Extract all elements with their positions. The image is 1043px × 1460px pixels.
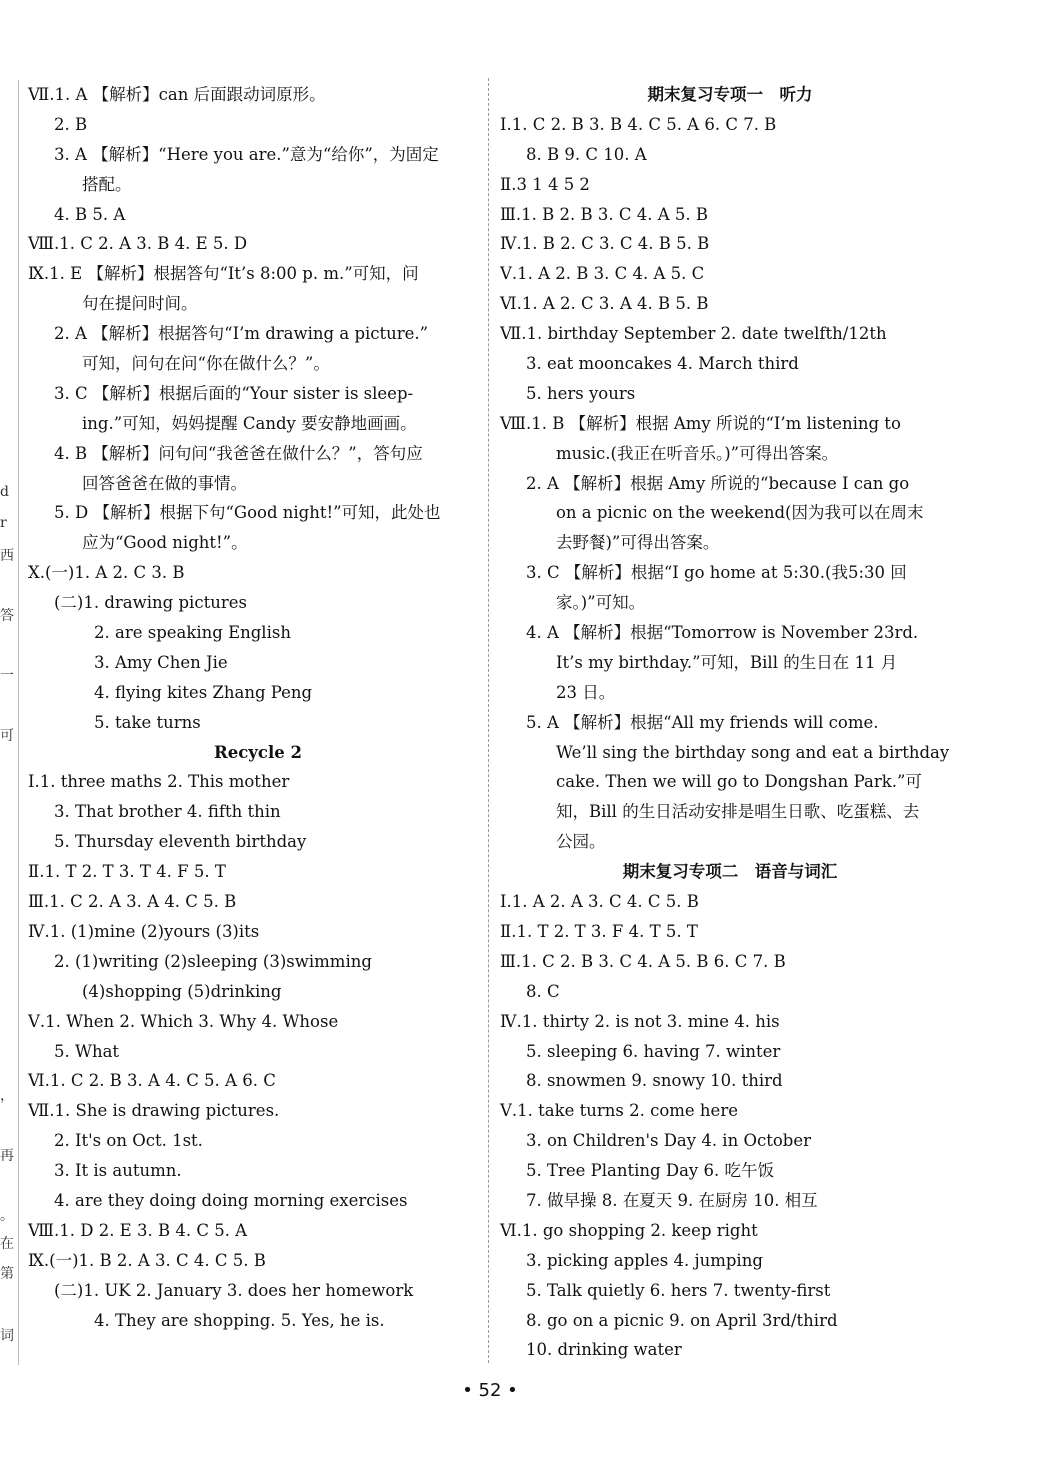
answer-line: 5. Tree Planting Day 6. 吃午饭 [526, 1161, 774, 1181]
answer-line: 3. eat mooncakes 4. March third [526, 354, 799, 374]
answer-line: ing.”可知，妈妈提醒 Candy 要安静地画画。 [82, 413, 417, 433]
answer-line: 3. A 【解析】“Here you are.”意为“给你”，为固定 [54, 144, 439, 164]
answer-line: 23 日。 [556, 682, 616, 702]
answer-line: 8. C [526, 981, 560, 1001]
answer-line: 2. B [54, 114, 88, 134]
answer-line: 2. (1)writing (2)sleeping (3)swimming [54, 951, 372, 971]
answer-line: 2. It's on Oct. 1st. [54, 1131, 203, 1151]
answer-line: Ⅷ.1. C 2. A 3. B 4. E 5. D [28, 234, 248, 254]
answer-line: 句在提问时间。 [82, 294, 198, 314]
edge-fragment: 一 [0, 668, 14, 684]
left-edge-fragments [0, 0, 12, 1460]
section-heading: 期末复习专项一 听力 [647, 85, 813, 104]
answer-line: Ⅶ.1. A 【解析】can 后面跟动词原形。 [28, 85, 326, 104]
answer-line: Ⅵ.1. A 2. C 3. A 4. B 5. B [500, 294, 709, 314]
answer-line: 回答爸爸在做的事情。 [82, 473, 247, 493]
answer-line: Ⅱ.1. T 2. T 3. T 4. F 5. T [28, 862, 226, 882]
answer-line: 家。)”可知。 [556, 593, 646, 613]
edge-fragment: 在 [0, 1236, 14, 1252]
answer-line: 3. picking apples 4. jumping [526, 1250, 763, 1270]
answer-line: Ⅴ.1. take turns 2. come here [500, 1101, 738, 1121]
answer-line: 5. hers yours [526, 383, 636, 403]
answer-line: 5. What [54, 1041, 120, 1061]
answer-line: 3. It is autumn. [54, 1161, 182, 1181]
answer-line: Ⅳ.1. (1)mine (2)yours (3)its [28, 921, 260, 941]
answer-line: Ⅰ.1. C 2. B 3. B 4. C 5. A 6. C 7. B [500, 114, 777, 134]
answer-line: 7. 做早操 8. 在夏天 9. 在厨房 10. 相互 [526, 1190, 818, 1210]
left-answer-column [28, 80, 488, 1335]
answer-line: Ⅲ.1. C 2. A 3. A 4. C 5. B [28, 892, 237, 912]
answer-line: 搭配。 [82, 174, 132, 194]
answer-line: 2. A 【解析】根据答句“I’m drawing a picture.” [54, 324, 429, 344]
answer-line: 4. B 5. A [54, 204, 126, 224]
answer-line: 8. B 9. C 10. A [526, 144, 647, 164]
answer-line: 5. Thursday eleventh birthday [54, 832, 307, 852]
answer-line: We’ll sing the birthday song and eat a birthday [556, 742, 950, 762]
answer-line: 4. A 【解析】根据“Tomorrow is November 23rd. [526, 623, 919, 643]
answer-line: Ⅸ.(一)1. B 2. A 3. C 4. C 5. B [28, 1250, 266, 1270]
left-margin-line [18, 80, 19, 1365]
answer-line: It’s my birthday.”可知，Bill 的生日在 11 月 [556, 652, 898, 672]
answer-line: 2. A 【解析】根据 Amy 所说的“because I can go [526, 473, 910, 493]
section-heading: 期末复习专项二 语音与词汇 [622, 862, 838, 882]
section-heading: Recycle 2 [214, 742, 302, 762]
answer-line: cake. Then we will go to Dongshan Park.”可 [556, 772, 922, 792]
answer-line: (二)1. drawing pictures [54, 593, 247, 613]
answer-line: 3. That brother 4. fifth thin [54, 802, 281, 822]
answer-line: Ⅰ.1. A 2. A 3. C 4. C 5. B [500, 892, 699, 912]
answer-line: 4. They are shopping. 5. Yes, he is. [94, 1310, 385, 1330]
answer-line: Ⅵ.1. go shopping 2. keep right [500, 1220, 758, 1240]
answer-line: 5. D 【解析】根据下句“Good night!”可知，此处也 [54, 503, 441, 523]
answer-line: 4. flying kites Zhang Peng [94, 682, 313, 702]
answer-line: 4. B 【解析】问句问“我爸爸在做什么？”，答句应 [54, 443, 423, 463]
edge-fragment: r [0, 515, 7, 531]
page-number: • 52 • [462, 1380, 518, 1401]
answer-line: Ⅶ.1. birthday September 2. date twelfth/12th [500, 324, 887, 344]
answer-line: 4. are they doing doing morning exercises [54, 1190, 408, 1210]
column-divider [488, 78, 489, 1363]
answer-line: Ⅶ.1. She is drawing pictures. [28, 1101, 280, 1121]
answer-line: 应为“Good night!”。 [82, 533, 248, 553]
answer-line: 5. sleeping 6. having 7. winter [526, 1041, 781, 1061]
answer-line: 3. Amy Chen Jie [94, 652, 228, 672]
answer-line: Ⅴ.1. A 2. B 3. C 4. A 5. C [500, 264, 705, 284]
answer-line: 10. drinking water [526, 1340, 682, 1360]
answer-line: 知，Bill 的生日活动安排是唱生日歌、吃蛋糕、去 [556, 802, 920, 822]
edge-fragment: 答 [0, 608, 14, 624]
answer-line: 3. C 【解析】根据后面的“Your sister is sleep- [54, 383, 414, 403]
answer-line: (二)1. UK 2. January 3. does her homework [54, 1280, 414, 1300]
answer-line: Ⅳ.1. B 2. C 3. C 4. B 5. B [500, 234, 710, 254]
answer-line: Ⅱ.1. T 2. T 3. F 4. T 5. T [500, 921, 698, 941]
answer-line: 公园。 [556, 832, 606, 852]
answer-line: Ⅷ.1. D 2. E 3. B 4. C 5. A [28, 1220, 248, 1240]
edge-fragment: 。 [0, 1208, 14, 1224]
edge-fragment: 可 [0, 728, 14, 744]
answer-line: Ⅳ.1. thirty 2. is not 3. mine 4. his [500, 1011, 780, 1031]
answer-line: (4)shopping (5)drinking [82, 981, 282, 1001]
edge-fragment: 第 [0, 1266, 14, 1282]
edge-fragment: d [0, 484, 9, 500]
answer-line: 可知，问句在问“你在做什么？”。 [82, 354, 330, 374]
right-answer-column [500, 80, 960, 1365]
answer-line: Ⅸ.1. E 【解析】根据答句“It’s 8:00 p. m.”可知，问 [28, 264, 419, 284]
edge-fragment: 西 [0, 548, 14, 564]
answer-line: Ⅹ.(一)1. A 2. C 3. B [28, 563, 185, 583]
answer-line: on a picnic on the weekend(因为我可以在周末 [556, 503, 924, 523]
answer-line: 3. on Children's Day 4. in October [526, 1131, 812, 1151]
edge-fragment: 词 [0, 1328, 14, 1344]
answer-line: 3. C 【解析】根据“I go home at 5:30.(我5:30 回 [526, 563, 907, 583]
answer-line: 5. A 【解析】根据“All my friends will come. [526, 712, 879, 732]
answer-line: 2. are speaking English [94, 623, 291, 643]
answer-line: Ⅴ.1. When 2. Which 3. Why 4. Whose [28, 1011, 339, 1031]
edge-fragment: ， [0, 1088, 14, 1104]
answer-line: Ⅷ.1. B 【解析】根据 Amy 所说的“I’m listening to [500, 413, 901, 433]
answer-line: music.(我正在听音乐。)”可得出答案。 [556, 443, 839, 463]
answer-line: Ⅵ.1. C 2. B 3. A 4. C 5. A 6. C [28, 1071, 276, 1091]
answer-line: 去野餐)”可得出答案。 [556, 533, 720, 553]
answer-line: 8. snowmen 9. snowy 10. third [526, 1071, 783, 1091]
answer-line: Ⅱ.3 1 4 5 2 [500, 174, 590, 194]
answer-line: 8. go on a picnic 9. on April 3rd/third [526, 1310, 838, 1330]
answer-line: Ⅰ.1. three maths 2. This mother [28, 772, 290, 792]
answer-line: 5. Talk quietly 6. hers 7. twenty-first [526, 1280, 831, 1300]
answer-line: 5. take turns [94, 712, 201, 732]
answer-line: Ⅲ.1. B 2. B 3. C 4. A 5. B [500, 204, 708, 224]
edge-fragment: 再 [0, 1148, 14, 1164]
answer-line: Ⅲ.1. C 2. B 3. C 4. A 5. B 6. C 7. B [500, 951, 786, 971]
